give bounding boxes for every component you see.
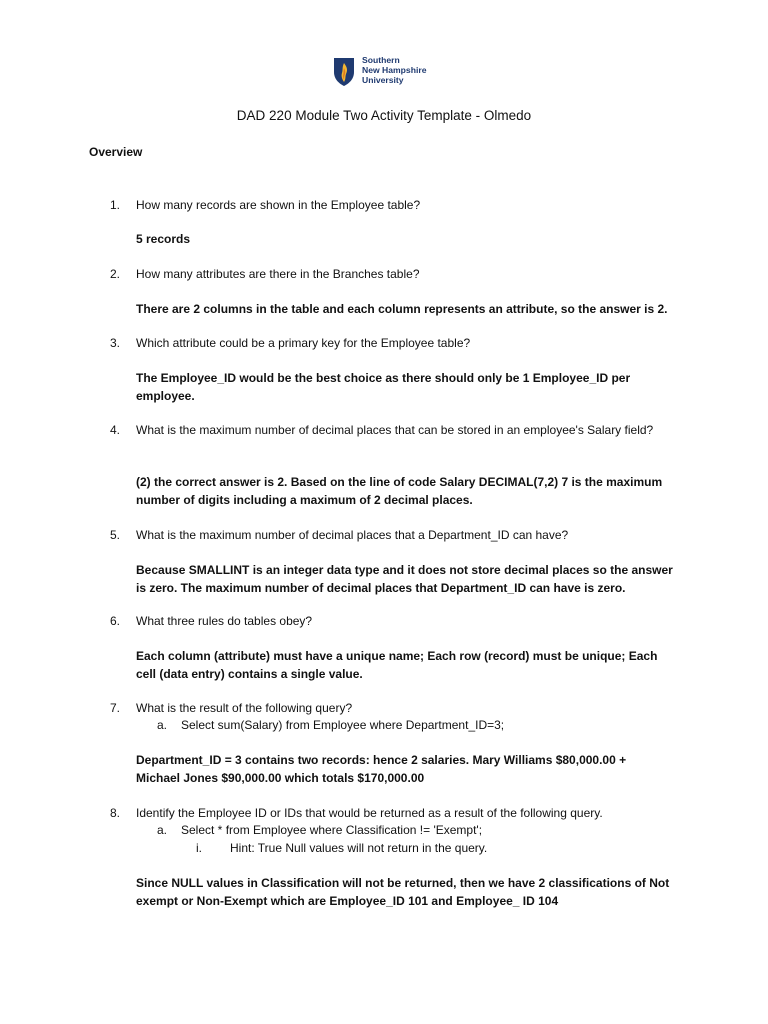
answer-4: (2) the correct answer is 2. Based on the line of code Salary DECIMAL(7,2) 7 is the maximum number of digits including a maximum of 2 decimal places. xyxy=(136,475,663,507)
logo-line-2: New Hampshire xyxy=(362,65,427,75)
query-text: Select sum(Salary) from Employee where Department_ID=3; xyxy=(181,718,505,732)
query-text: Select * from Employee where Classification != 'Exempt'; xyxy=(181,823,483,837)
question-4 xyxy=(110,422,665,440)
university-logo xyxy=(333,55,443,89)
question-number: 3. xyxy=(110,336,121,350)
answer-3: The Employee_ID would be the best choice as there should only be 1 Employee_ID per employee. xyxy=(136,371,631,403)
hint-8 xyxy=(196,840,716,858)
question-text: What is the maximum number of decimal places that a Department_ID can have? xyxy=(136,528,569,542)
query-8 xyxy=(157,822,677,840)
question-text: Identify the Employee ID or IDs that would be returned as a result of the following query. xyxy=(136,806,603,820)
question-number: 6. xyxy=(110,614,121,628)
sub-marker: a. xyxy=(157,823,168,837)
logo-line-1: Southern xyxy=(362,55,400,65)
question-7 xyxy=(110,700,670,718)
sub-marker: a. xyxy=(157,718,168,732)
answer-8: Since NULL values in Classification will not be returned, then we have 2 classifications of Not exempt or Non-Exempt which are Employee_ID 101 and Employee_ ID 104 xyxy=(136,876,670,908)
shield-flame-icon xyxy=(333,57,355,87)
question-text: What is the result of the following query? xyxy=(136,701,353,715)
question-number: 4. xyxy=(110,423,121,437)
question-text: What is the maximum number of decimal places that can be stored in an employee's Salary field? xyxy=(136,423,654,437)
answer-2: There are 2 columns in the table and each column represents an attribute, so the answer is 2. xyxy=(136,302,668,316)
question-text: What three rules do tables obey? xyxy=(136,614,313,628)
question-number: 1. xyxy=(110,198,121,212)
logo-wordmark xyxy=(362,55,426,85)
query-7 xyxy=(157,717,677,735)
question-number: 7. xyxy=(110,701,121,715)
answer-1: 5 records xyxy=(136,232,191,246)
question-text: How many attributes are there in the Branches table? xyxy=(136,267,420,281)
question-6 xyxy=(110,613,670,631)
question-5 xyxy=(110,527,670,545)
question-3 xyxy=(110,335,670,353)
question-1 xyxy=(110,197,670,215)
answer-7: Department_ID = 3 contains two records: hence 2 salaries. Mary Williams $80,000.00 + Michael Jones $90,000.00 which totals $170,000.00 xyxy=(136,753,627,785)
question-number: 5. xyxy=(110,528,121,542)
question-8 xyxy=(110,805,690,823)
answer-6: Each column (attribute) must have a unique name; Each row (record) must be unique; Each cell (data entry) contains a single value. xyxy=(136,649,658,681)
hint-text: Hint: True Null values will not return in the query. xyxy=(230,841,488,855)
question-2 xyxy=(110,266,670,284)
question-text: How many records are shown in the Employee table? xyxy=(136,198,421,212)
question-number: 8. xyxy=(110,806,121,820)
question-text: Which attribute could be a primary key for the Employee table? xyxy=(136,336,471,350)
answer-5: Because SMALLINT is an integer data type and it does not store decimal places so the answer is zero. The maximum number of decimal places that Department_ID can have is zero. xyxy=(136,563,673,595)
question-number: 2. xyxy=(110,267,121,281)
document-title: DAD 220 Module Two Activity Template - Olmedo xyxy=(236,108,532,123)
sub-sub-marker: i. xyxy=(196,841,202,855)
overview-heading: Overview xyxy=(89,145,143,159)
logo-line-3: University xyxy=(362,75,404,85)
